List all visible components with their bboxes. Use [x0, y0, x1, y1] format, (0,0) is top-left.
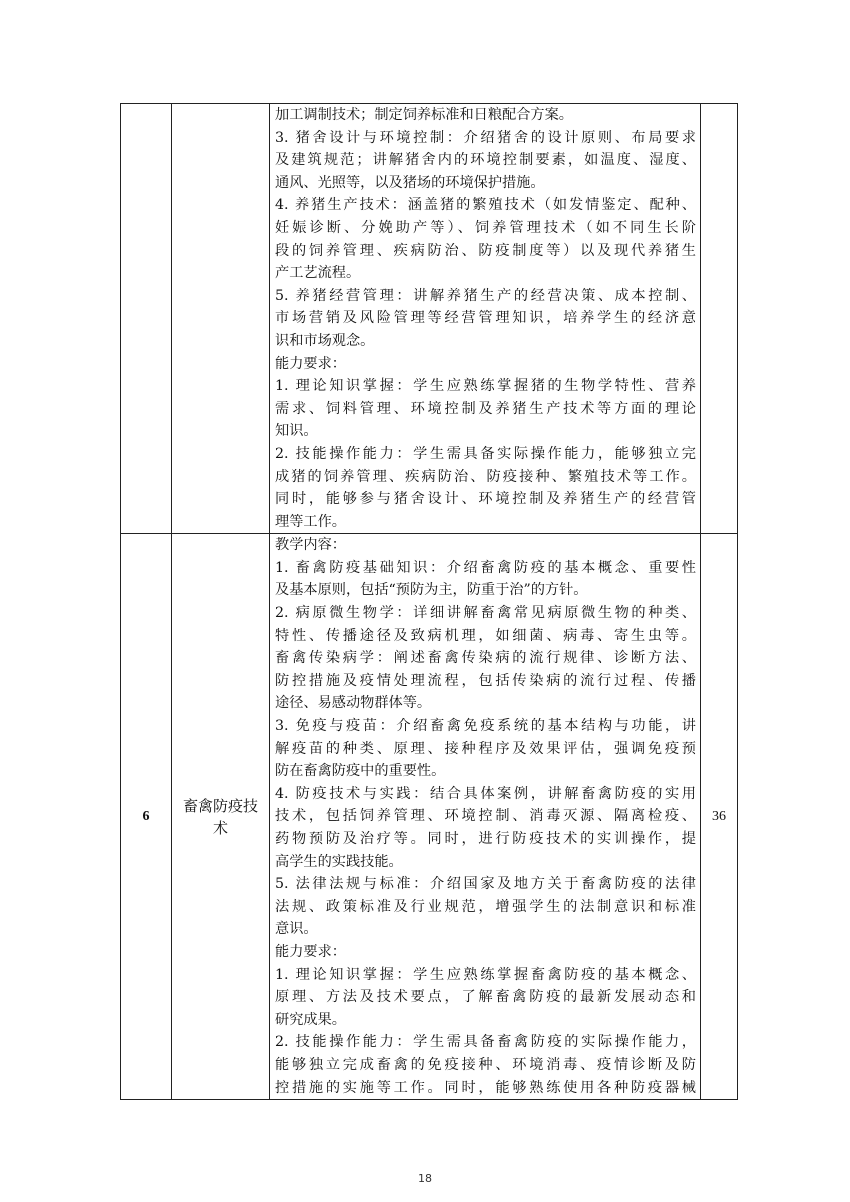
content-line: 1. 理论知识掌握：学生应熟练掌握畜禽防疫的基本概念、	[275, 966, 696, 983]
content-line: 法规、政策标准及行业规范，增强学生的法制意识和标准	[275, 898, 696, 915]
content-line: 原理、方法及技术要点，了解畜禽防疫的最新发展动态和	[275, 989, 696, 1006]
course-name-cell: 畜禽防疫技术	[172, 534, 270, 1100]
content-line: 高学生的实践技能。	[275, 853, 403, 870]
page-number: 18	[418, 1172, 432, 1185]
content-line: 防在畜禽防疫中的重要性。	[275, 763, 446, 780]
content-line: 解疫苗的种类、原理、接种程序及效果评估，强调免疫预	[275, 740, 696, 757]
content-line: 4. 养猪生产技术：涵盖猪的繁殖技术（如发情鉴定、配种、	[275, 197, 696, 214]
content-line: 意识。	[275, 921, 318, 938]
content-line: 5. 养猪经营管理：讲解养猪生产的经营决策、成本控制、	[275, 287, 696, 304]
content-line: 2. 技能操作能力：学生需具备实际操作能力，能够独立完	[275, 445, 696, 462]
course-content-cell	[270, 104, 701, 534]
row-number-cell	[121, 104, 172, 534]
content-line: 2. 病原微生物学：详细讲解畜禽常见病原微生物的种类、	[275, 605, 696, 622]
content-line: 2. 技能操作能力：学生需具备畜禽防疫的实际操作能力，	[275, 1034, 696, 1051]
content-line: 需求、饲料管理、环境控制及养猪生产技术等方面的理论	[275, 400, 696, 417]
content-line: 理等工作。	[275, 513, 346, 530]
hours-cell	[701, 104, 738, 534]
content-line: 1. 理论知识掌握：学生应熟练掌握猪的生物学特性、营养	[275, 378, 696, 395]
content-line: 及基本原则，包括“预防为主，防重于治”的方针。	[275, 582, 588, 599]
content-line: 成猪的饲养管理、疾病防治、防疫接种、繁殖技术等工作。	[275, 468, 696, 485]
content-line: 药物预防及治疗等。同时，进行防疫技术的实训操作，提	[275, 831, 696, 847]
content-line: 产工艺流程。	[275, 265, 361, 282]
table-row-continued	[121, 104, 738, 534]
content-line: 能够独立完成畜禽的免疫接种、环境消毒、疫情诊断及防	[275, 1056, 696, 1073]
content-line: 同时，能够参与猪舍设计、环境控制及养猪生产的经营管	[275, 491, 696, 508]
content-line: 能力要求：	[275, 355, 346, 372]
content-line: 1. 畜禽防疫基础知识：介绍畜禽防疫的基本概念、重要性	[275, 559, 696, 576]
content-line: 控措施的实施等工作。同时，能够熟练使用各种防疫器械	[275, 1079, 696, 1096]
content-line: 识和市场观念。	[275, 332, 375, 349]
content-line: 知识。	[275, 423, 318, 440]
course-name-cell	[172, 104, 270, 534]
content-line: 途径、易感动物群体等。	[275, 695, 432, 712]
table-row-6	[121, 534, 738, 1100]
content-line: 教学内容：	[275, 537, 346, 554]
row-number-cell: 6	[121, 534, 172, 1100]
content-line: 技术，包括饲养管理、环境控制、消毒灭源、隔离检疫、	[275, 808, 696, 825]
content-line: 加工调制技术；制定饲养标准和日粮配合方案。	[275, 107, 573, 123]
content-line: 妊娠诊断、分娩助产等）、饲养管理技术（如不同生长阶	[275, 219, 696, 236]
content-line: 能力要求：	[275, 943, 346, 960]
content-line: 防控措施及疫情处理流程，包括传染病的流行过程、传播	[275, 672, 696, 689]
content-line: 5. 法律法规与标准：介绍国家及地方关于畜禽防疫的法律	[275, 876, 696, 893]
course-table	[120, 103, 738, 1100]
content-line: 市场营销及风险管理等经营管理知识，培养学生的经济意	[275, 310, 696, 327]
content-line: 段的饲养管理、疾病防治、防疫制度等）以及现代养猪生	[275, 242, 696, 259]
content-line: 畜禽传染病学：阐述畜禽传染病的流行规律、诊断方法、	[275, 650, 696, 667]
content-line: 特性、传播途径及致病机理，如细菌、病毒、寄生虫等。	[275, 627, 696, 644]
content-line: 研究成果。	[275, 1011, 346, 1028]
hours-cell: 36	[701, 534, 738, 1100]
content-line: 3. 免疫与疫苗：介绍畜禽免疫系统的基本结构与功能，讲	[275, 718, 696, 735]
course-content-cell	[270, 534, 701, 1100]
content-line: 3. 猪舍设计与环境控制：介绍猪舍的设计原则、布局要求	[275, 129, 696, 146]
content-line: 通风、光照等，以及猪场的环境保护措施。	[275, 174, 545, 191]
content-line: 4. 防疫技术与实践：结合具体案例，讲解畜禽防疫的实用	[275, 785, 696, 802]
content-line: 及建筑规范；讲解猪舍内的环境控制要素，如温度、湿度、	[275, 152, 696, 169]
